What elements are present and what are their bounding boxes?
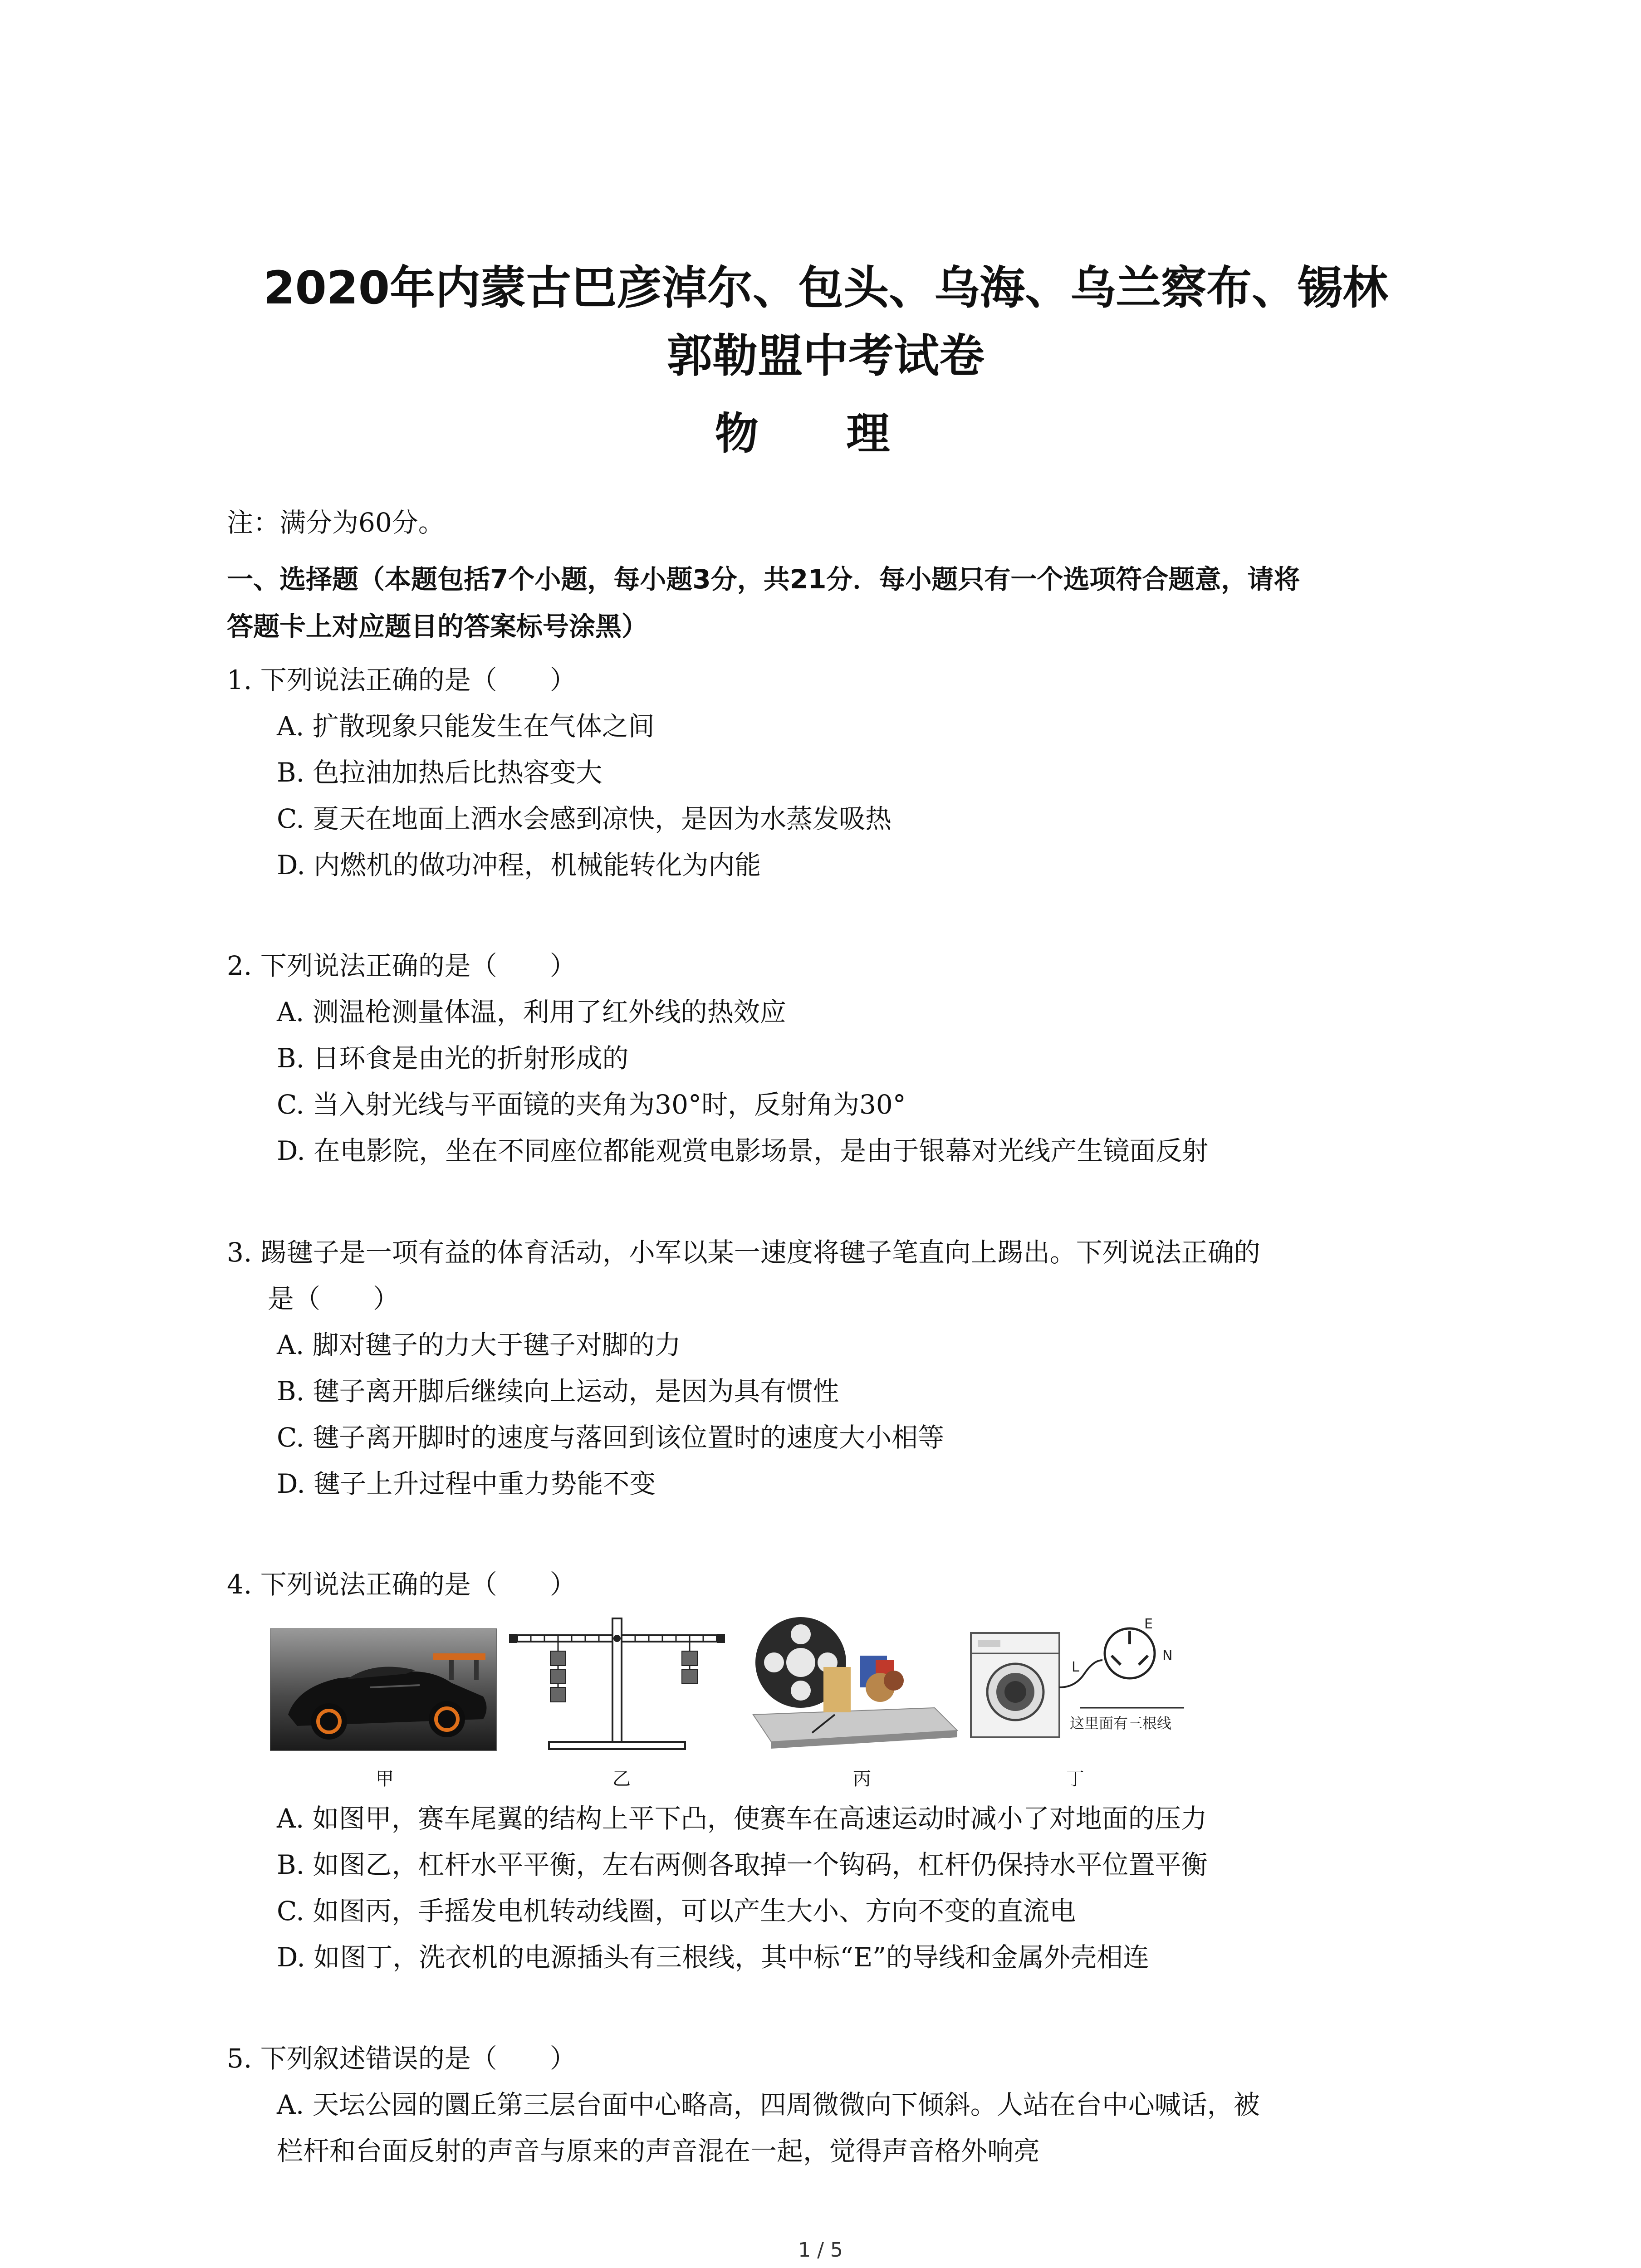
option-b: B. 如图乙，杠杆水平平衡，左右两侧各取掉一个钩码，杠杆仍保持水平位置平衡 — [277, 1849, 1208, 1880]
option-a: A. 脚对毽子的力大于毽子对脚的力 — [277, 1330, 681, 1360]
option-b: B. 毽子离开脚后继续向上运动，是因为具有惯性 — [277, 1376, 839, 1407]
plug-label-l: L — [1072, 1659, 1079, 1675]
figure-label-bing: 丙 — [853, 1769, 871, 1789]
question-4-options — [227, 1795, 1461, 1980]
question-1 — [227, 657, 1461, 888]
page-number: 1 / 5 — [798, 2239, 843, 2262]
question-stem: 1. 下列说法正确的是（ ） — [227, 665, 576, 695]
option-d: D. 毽子上升过程中重力势能不变 — [277, 1468, 656, 1499]
section-line-1: 一、选择题（本题包括7个小题，每小题3分，共21分．每小题只有一个选项符合题意，请将 — [227, 564, 1300, 595]
exam-title — [200, 254, 1452, 390]
option-a: A. 测温枪测量体温，利用了红外线的热效应 — [277, 997, 786, 1027]
option-c: C. 毽子离开脚时的速度与落回到该位置时的速度大小相等 — [277, 1422, 945, 1453]
question-stem: 2. 下列说法正确的是（ ） — [227, 950, 576, 981]
option-a: A. 扩散现象只能发生在气体之间 — [277, 711, 655, 742]
figure-label-ding: 丁 — [1066, 1769, 1084, 1789]
option-d: D. 如图丁，洗衣机的电源插头有三根线，其中标“E”的导线和金属外壳相连 — [277, 1942, 1149, 1973]
score-note: 注：满分为60分。 — [227, 507, 445, 538]
option-d: D. 内燃机的做功冲程，机械能转化为内能 — [277, 850, 761, 880]
option-a-line-2: 栏杆和台面反射的声音与原来的声音混在一起，觉得声音格外响亮 — [277, 2136, 1040, 2166]
figure-hand-generator — [744, 1608, 962, 1753]
question-stem-line-1: 3. 踢毽子是一项有益的体育活动，小军以某一速度将毽子笔直向上踢出。下列说法正确的 — [227, 1237, 1260, 1268]
question-4 — [227, 1561, 1461, 1608]
question-2 — [227, 943, 1461, 1174]
option-c: C. 当入射光线与平面镜的夹角为30°时，反射角为30° — [277, 1089, 906, 1120]
plug-label-n: N — [1162, 1648, 1173, 1664]
question-stem: 4. 下列说法正确的是（ ） — [227, 1569, 576, 1600]
option-c: C. 如图丙，手摇发电机转动线圈，可以产生大小、方向不变的直流电 — [277, 1896, 1076, 1926]
section-heading — [227, 556, 1452, 650]
figure-label-jia: 甲 — [376, 1769, 394, 1789]
question-3 — [227, 1229, 1461, 1507]
question-5 — [227, 2035, 1461, 2174]
option-b: B. 色拉油加热后比热容变大 — [277, 757, 603, 788]
figure-washing-machine-plug — [966, 1610, 1211, 1742]
option-c: C. 夏天在地面上洒水会感到凉快，是因为水蒸发吸热 — [277, 803, 892, 834]
figure-label-yi: 乙 — [612, 1769, 631, 1789]
figure-race-car — [270, 1628, 497, 1751]
title-line-1: 2020年内蒙古巴彦淖尔、包头、乌海、乌兰察布、锡林 — [263, 261, 1388, 314]
option-a: A. 如图甲，赛车尾翼的结构上平下凸，使赛车在高速运动时减小了对地面的压力 — [277, 1803, 1207, 1834]
section-line-2: 答题卡上对应题目的答案标号涂黑） — [227, 611, 648, 642]
plug-label-e: E — [1144, 1616, 1153, 1632]
subject-heading: 物 理 — [715, 408, 926, 459]
figure-lever — [504, 1606, 730, 1755]
option-b: B. 日环食是由光的折射形成的 — [277, 1043, 629, 1074]
plug-caption: 这里面有三根线 — [1070, 1715, 1172, 1732]
title-line-2: 郭勒盟中考试卷 — [667, 329, 985, 382]
question-stem: 5. 下列叙述错误的是（ ） — [227, 2043, 576, 2074]
option-d: D. 在电影院，坐在不同座位都能观赏电影场景，是由于银幕对光线产生镜面反射 — [277, 1135, 1209, 1166]
option-a-line-1: A. 天坛公园的圜丘第三层台面中心略高，四周微微向下倾斜。人站在台中心喊话，被 — [277, 2089, 1260, 2120]
question-stem-line-2: 是（ ） — [268, 1283, 400, 1314]
